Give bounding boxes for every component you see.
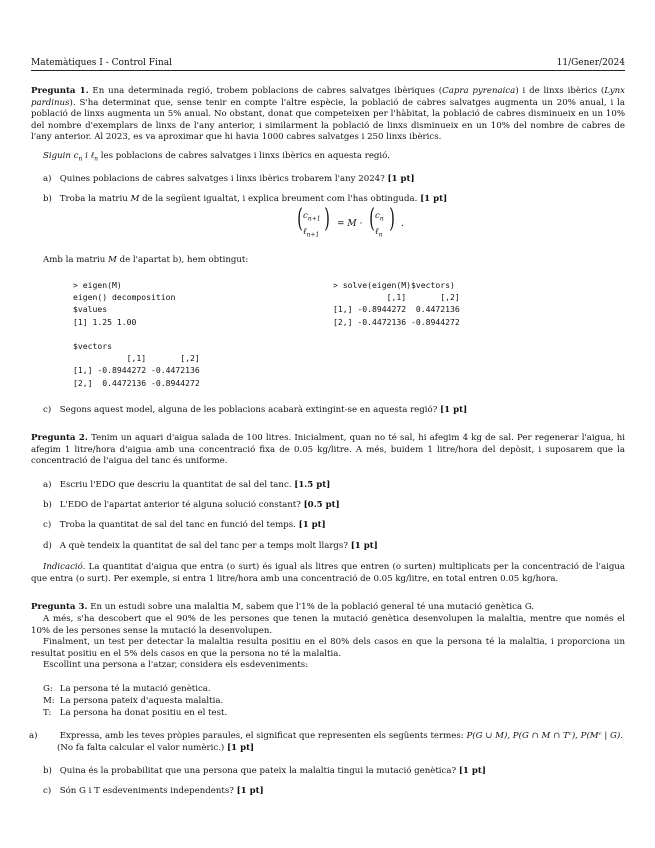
equals-m: = M · bbox=[337, 219, 363, 229]
item-text: Quina és la probabilitat que una persona que pateix la malaltia tingui la mutació genètica? bbox=[59, 766, 457, 776]
c-n: c bbox=[375, 211, 380, 221]
q1-item-c bbox=[43, 405, 623, 417]
item-text: Quines poblacions de cabres salvatges i linxs ibèrics trobarem l'any 2024? bbox=[59, 174, 385, 184]
q3-item-a bbox=[29, 731, 623, 754]
item-note: (No fa falta calcular el valor numèric.) bbox=[57, 742, 225, 753]
equation-period: . bbox=[401, 219, 404, 229]
q2-item-d bbox=[43, 541, 623, 553]
q2-item-c bbox=[43, 520, 623, 532]
q2-title: Pregunta 2. bbox=[31, 433, 88, 443]
header-rule bbox=[31, 70, 625, 71]
q3-p1: En un estudi sobre una malaltia M, sabem que l'1% de la població general té una mutació genètica G. bbox=[90, 602, 535, 612]
item-points: [1 pt] bbox=[350, 541, 378, 551]
item-text: A què tendeix la quantitat de sal del tanc per a temps molt llargs? bbox=[59, 541, 348, 551]
item-points: [1 pt] bbox=[420, 194, 448, 204]
q1-notation-l: i ℓ bbox=[82, 151, 95, 161]
matrix-symbol: M bbox=[130, 194, 140, 204]
page-header bbox=[31, 58, 625, 68]
item-points: [1 pt] bbox=[236, 786, 264, 796]
hint-text: La quantitat d'aigua que entra (o surt) és igual als litres que entren (o surten) multiplicats per la concentració de l'aigua que entra (o surt). Per exemple, si entra 1 litre/hora amb una concentració de 0.05 kg/litre, en total entren 0.05 kg/hora. bbox=[31, 562, 625, 584]
event-text: La persona té la mutació genètica. bbox=[59, 684, 211, 694]
exam-date: 11/Gener/2024 bbox=[556, 58, 625, 68]
left-paren-2: ( bbox=[369, 204, 375, 234]
item-text: Segons aquest model, alguna de les poblacions acabarà extingint-se en aquesta regió? bbox=[59, 405, 438, 415]
r-output-eigen: > eigen(M) eigen() decomposition $values [1] 1.25 1.00 $vectors [,1] [,2] [1,] -0.8944272 -0.4472136 [2,] 0.4472136 -0.8944272 bbox=[73, 280, 200, 388]
c-n-sub: n bbox=[379, 215, 384, 223]
course-title: Matemàtiques I - Control Final bbox=[31, 58, 172, 68]
left-paren: ( bbox=[297, 204, 303, 234]
q1-notation: Siguin $c_n$ i ℓ$_n$ les poblacions de cabres salvatges i linxs ibèrics en aquesta regió. bbox=[43, 151, 390, 163]
l-next-sub: n+1 bbox=[306, 231, 320, 239]
text: Amb la matriu bbox=[43, 255, 109, 265]
q2-text: Tenim un aquari d'aigua salada de 100 litres. Inicialment, quan no té sal, hi afegim 4 kg de sal. Per regenerar l'aigua, hi afegim 1 litre/hora d'aigua amb una concentració fixa de 0.05 kg/litre. A més, buidem 1 litre/hora del depòsit, i suposarem que la concentració de l'aigua del tanc és uniforme. bbox=[31, 433, 626, 467]
item-label: a) bbox=[43, 480, 52, 490]
item-label: c) bbox=[43, 520, 52, 530]
c-next: c bbox=[303, 211, 308, 221]
q1-item-b bbox=[43, 194, 623, 206]
q3-item-b bbox=[43, 766, 623, 778]
q1-intro bbox=[31, 86, 625, 144]
c-next-sub: n+1 bbox=[307, 215, 321, 223]
vector-next bbox=[303, 210, 321, 241]
q2-item-b bbox=[43, 500, 623, 512]
item-label: b) bbox=[43, 194, 52, 204]
q3-intro bbox=[31, 602, 625, 614]
item-points: [1 pt] bbox=[227, 742, 255, 753]
item-points: [1 pt] bbox=[298, 520, 326, 530]
item-text: Troba la matriu bbox=[59, 194, 131, 204]
item-text: Són G i T esdeveniments independents? bbox=[59, 786, 234, 796]
q3-p2: A més, s'ha descobert que el 90% de les persones que tenen la mutació genètica desenvolupen la malaltia, mentre que només el 10% de les persones sense la mutació la desenvolupen. bbox=[31, 614, 625, 636]
q3-item-c bbox=[43, 786, 623, 798]
l-n: ℓ bbox=[375, 226, 379, 237]
q3-p4: Escollint una persona a l'atzar, considera els esdeveniments: bbox=[43, 660, 309, 670]
event-symbol: M: bbox=[43, 696, 55, 706]
vector-current bbox=[375, 210, 384, 241]
q2-item-a bbox=[43, 480, 623, 492]
recurrence-equation bbox=[297, 204, 409, 242]
event-text: La persona ha donat positiu en el test. bbox=[59, 708, 228, 718]
event-symbol: G: bbox=[43, 684, 53, 694]
l-next: ℓ bbox=[303, 226, 307, 237]
q1-text-c: ). S'ha determinat que, sense tenir en compte l'altre espècie, la població de cabres salvatges augmenta un 20% anual, i la població de linxs augmenta un 5% anual. No obstant, donat que competeixen per l'hàbitat, la població de cabres disminueix en un 10% del nombre d'exemplars de linxs de l'any anterior, i similarment la població de linxs disminueix en un 10% del nombre de cabres de l'any anterior. Al 2023, es va aproximar que hi havia 1000 cabres salvatges i 250 linxs ibèrics. bbox=[31, 97, 625, 143]
q1-text-b: ) i de linxs ibèrics ( bbox=[515, 86, 605, 96]
item-text: L'EDO de l'apartat anterior té alguna solució constant? bbox=[59, 500, 301, 510]
q1-species-2: Lynx pardinus bbox=[31, 86, 626, 108]
item-label: b) bbox=[43, 500, 52, 510]
event-g bbox=[43, 684, 211, 694]
l-n-sub: n bbox=[378, 231, 383, 239]
q1-species-1: Capra pyrenaica bbox=[442, 86, 516, 96]
matrix-symbol: M bbox=[108, 255, 117, 265]
item-label: a) bbox=[29, 731, 38, 741]
event-t bbox=[43, 708, 227, 718]
r-output-solve: > solve(eigen(M)$vectors) [,1] [,2] [1,] -0.8944272 0.4472136 [2,] -0.4472136 -0.8944272 bbox=[333, 280, 460, 327]
text: de l'apartat b), hem obtingut: bbox=[116, 255, 249, 265]
item-label: a) bbox=[43, 174, 52, 184]
right-paren: ) bbox=[324, 204, 330, 234]
q1-notation-c: Siguin c bbox=[43, 151, 79, 161]
item-points: [0.5 pt] bbox=[303, 500, 340, 510]
item-text: Expressa, amb les teves pròpies paraules, el significat que representen els següents termes: bbox=[59, 731, 464, 741]
event-symbol: T: bbox=[43, 708, 52, 718]
event-m bbox=[43, 696, 223, 706]
item-text: Troba la quantitat de sal del tanc en funció del temps. bbox=[59, 520, 296, 530]
item-points: [1.5 pt] bbox=[294, 480, 331, 490]
item-text: de la següent igualtat, i explica breument com l'has obtinguda. bbox=[139, 194, 418, 204]
q3-title: Pregunta 3. bbox=[31, 602, 88, 612]
q1-item-a bbox=[43, 174, 623, 186]
q3-p3: Finalment, un test per detectar la malaltia resulta positiu en el 80% dels casos en que la persona té la malaltia, i proporciona un resultat positiu en el 5% dels casos en que la persona no té la malaltia. bbox=[31, 637, 625, 659]
item-label: d) bbox=[43, 541, 52, 551]
probability-terms: P(G ∪ M), P(G ∩ M ∩ Tᶜ), P(Mᶜ | G). bbox=[466, 731, 623, 741]
item-points: [1 pt] bbox=[458, 766, 486, 776]
item-label: c) bbox=[43, 405, 52, 415]
item-text: Escriu l'EDO que descriu la quantitat de sal del tanc. bbox=[59, 480, 292, 490]
event-text: La persona pateix d'aquesta malaltia. bbox=[59, 696, 224, 706]
right-paren-2: ) bbox=[389, 204, 395, 234]
q1-text-a: En una determinada regió, trobem poblacions de cabres salvatges ibèriques ( bbox=[92, 86, 443, 96]
q2-hint bbox=[31, 562, 625, 585]
item-points: [1 pt] bbox=[440, 405, 468, 415]
hint-label: Indicació. bbox=[43, 562, 86, 572]
item-label: c) bbox=[43, 786, 52, 796]
item-label: b) bbox=[43, 766, 52, 776]
item-points: [1 pt] bbox=[387, 174, 415, 184]
q1-matrix-intro bbox=[31, 255, 625, 267]
q2-intro bbox=[31, 433, 625, 468]
q1-title: Pregunta 1. bbox=[31, 86, 89, 96]
q1-notation-text: les poblacions de cabres salvatges i linxs ibèrics en aquesta regió. bbox=[98, 151, 390, 161]
